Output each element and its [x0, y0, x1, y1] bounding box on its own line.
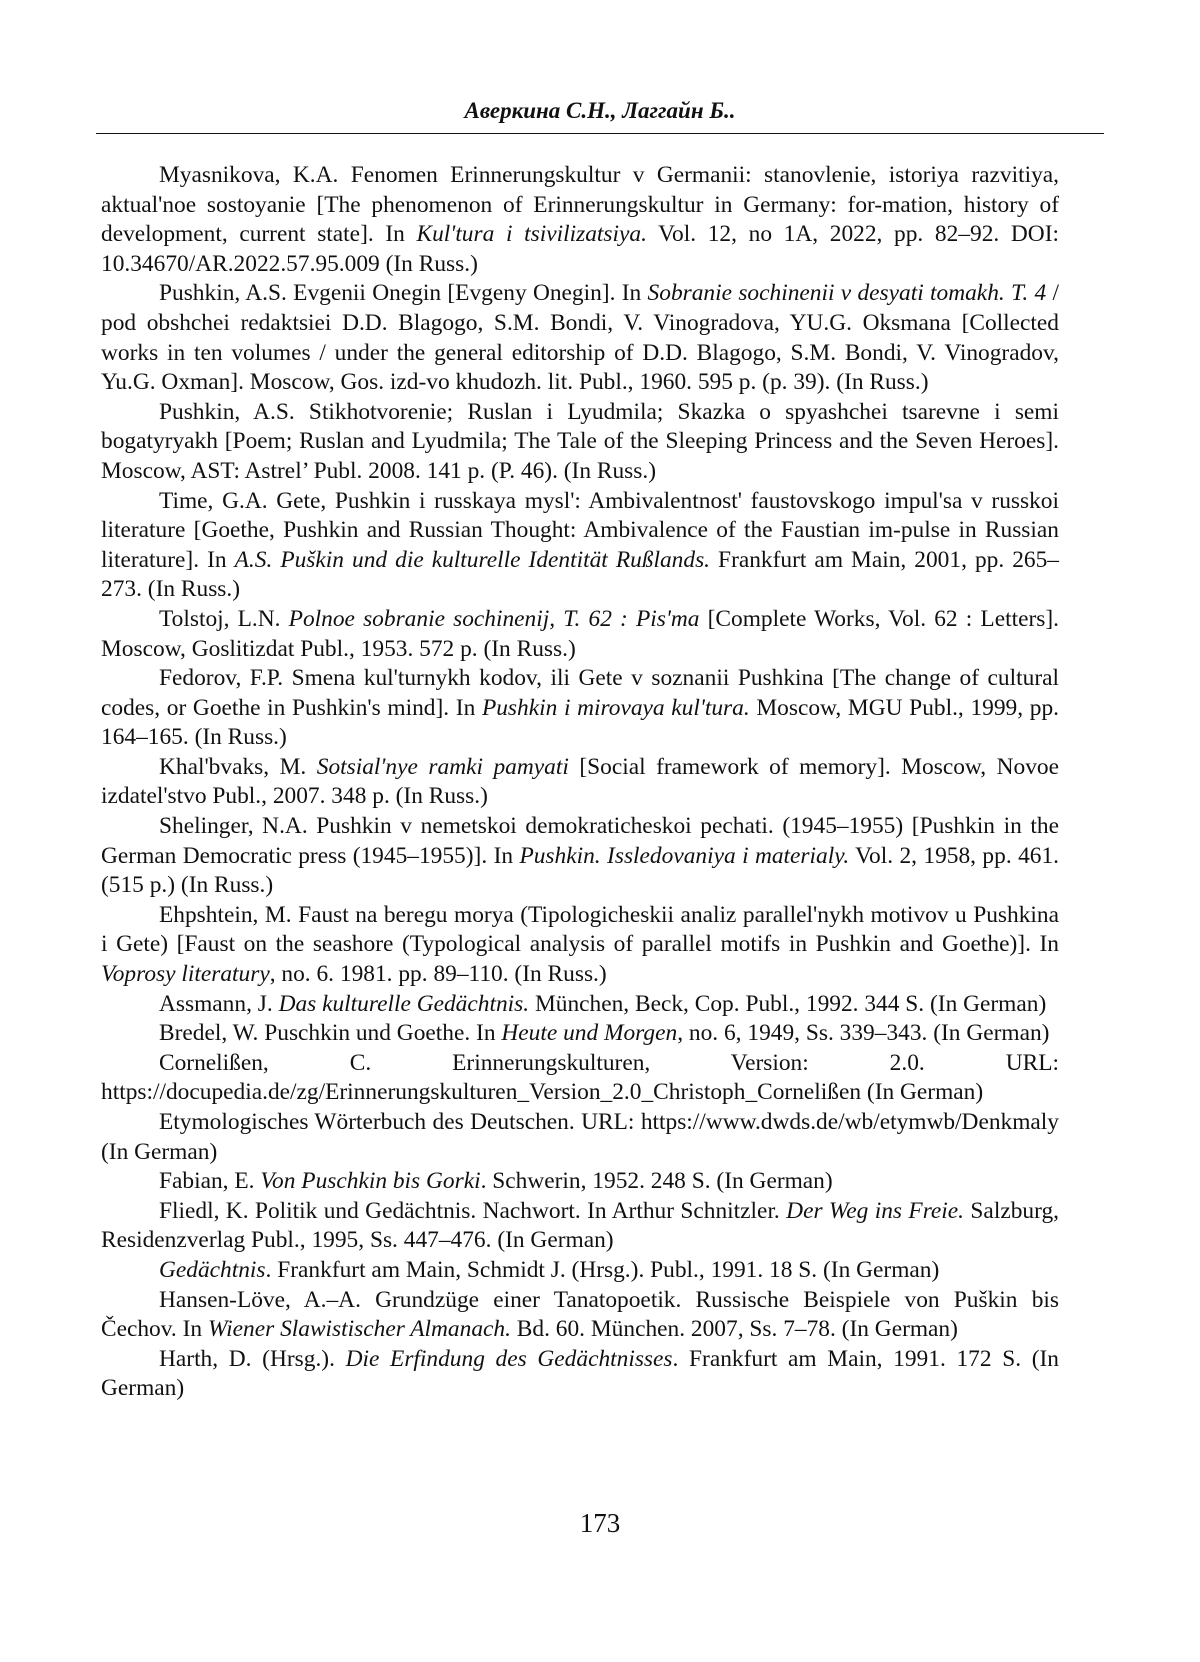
reference-entry: [101, 1049, 1059, 1108]
reference-title-italic: Heute und Morgen: [501, 1020, 678, 1047]
reference-entry: [101, 1345, 1059, 1404]
reference-text: Myasnikova, K.A. Fenomen Erinnerungskultur v Germanii: stanovlenie, istoriya razvitiya, aktual'noe sostoyanie [The phenomenon of Erinnerungskultur in Germany: for-mation, history of development, current state]. In: [101, 162, 1059, 248]
reference-text: Ehpshtein, M. Faust na beregu morya (Tipologicheskii analiz parallel'nykh motivov u Pushkina i Gete) [Faust on the seashore (Typological analysis of parallel motifs in Pushkin and Goethe)]. In: [101, 901, 1059, 958]
reference-entry: [101, 1108, 1059, 1167]
reference-entry: [101, 398, 1059, 487]
reference-text: Bredel, W. Puschkin und Goethe. In: [159, 1020, 502, 1047]
reference-text: Vol. 12, no 1A, 2022, pp. 82–92. DOI: 10.34670/AR.2022.57.95.009 (In Russ.): [101, 221, 1059, 277]
reference-entry: [101, 1197, 1059, 1256]
reference-list: [101, 161, 1059, 1404]
reference-text: Bd. 60. München. 2007, Ss. 7–78. (In German): [510, 1316, 958, 1343]
reference-text: Salzburg, Residenzverlag Publ., 1995, Ss. 447–476. (In German): [101, 1197, 1059, 1254]
reference-entry: [101, 1019, 1059, 1049]
reference-text: Moscow, MGU Publ., 1999, pp. 164–165. (In Russ.): [101, 694, 1059, 751]
page-number: 173: [579, 1508, 621, 1538]
reference-entry: [101, 664, 1059, 753]
reference-text: Khal'bvaks, M.: [159, 753, 317, 780]
reference-title-italic: Das kulturelle Gedächtnis.: [278, 990, 530, 1017]
reference-text: München, Beck, Cop. Publ., 1992. 344 S. (In German): [529, 990, 1047, 1017]
reference-text: Cornelißen, C. Erinnerungskulturen, Version: 2.0. URL: https://docupedia.de/zg/Erinnerungskulturen_Version_2.0_Christoph_Cornelißen (In German): [101, 1049, 1059, 1106]
reference-text: Tolstoj, L.N.: [159, 605, 289, 632]
reference-text: Fabian, E.: [159, 1168, 261, 1195]
reference-text: Etymologisches Wörterbuch des Deutschen. URL: https://www.dwds.de/wb/etymwb/Denkmaly (In German): [101, 1109, 1059, 1165]
reference-title-italic: Der Weg ins Freie.: [786, 1197, 965, 1224]
reference-title-italic: Voprosy literatury: [101, 961, 270, 988]
reference-title-italic: Von Puschkin bis Gorki: [260, 1168, 481, 1195]
reference-text: [Social framework of memory]. Moscow, Novoe izdatel'stvo Publ., 2007. 348 p. (In Russ.): [101, 753, 1059, 810]
reference-title-italic: Pushkin. Issledovaniya i materialy.: [519, 842, 850, 869]
reference-title-italic: Gedächtnis: [159, 1256, 266, 1283]
reference-entry: [101, 753, 1059, 812]
reference-text: Hansen-Löve, A.–A. Grundzüge einer Tanatopoetik. Russische Beispiele von Puškin bis Čechov. In: [101, 1286, 1059, 1343]
reference-entry: [101, 487, 1059, 605]
reference-title-italic: Die Erfindung des Gedächtnisses: [345, 1345, 673, 1372]
reference-text: / pod obshchei redaktsiei D.D. Blagogo, S.M. Bondi, V. Vinogradova, YU.G. Oksmana [Collected works in ten volumes / under the general editorship of D.D. Blagogo, S.M. Bondi, V. Vinogradov, Yu.G. Oxman]. Moscow, Gos. izd-vo khudozh. lit. Publ., 1960. 595 p. (p. 39). (In Russ.): [101, 280, 1059, 396]
reference-title-italic: Sotsial'nye ramki pamyati: [316, 753, 569, 780]
reference-title-italic: Sobranie sochinenii v desyati tomakh. T. 4: [647, 280, 1047, 307]
reference-text: , no. 6, 1949, Ss. 339–343. (In German): [677, 1020, 1050, 1047]
reference-entry: [101, 1167, 1059, 1197]
reference-text: . Schwerin, 1952. 248 S. (In German): [480, 1168, 833, 1195]
reference-text: Fedorov, F.P. Smena kul'turnykh kodov, ili Gete v soznanii Pushkina [The change of cultural codes, or Goethe in Pushkin's mind]. In: [101, 665, 1059, 721]
reference-text: Fliedl, K. Politik und Gedächtnis. Nachwort. In Arthur Schnitzler.: [159, 1197, 787, 1224]
reference-entry: [101, 901, 1059, 990]
reference-entry: [101, 812, 1059, 901]
reference-text: [Complete Works, Vol. 62 : Letters]. Moscow, Goslitizdat Publ., 1953. 572 p. (In Russ.): [101, 605, 1060, 662]
reference-entry: [101, 605, 1059, 664]
reference-title-italic: Polnoe sobranie sochinenij, T. 62 : Pis'ma: [288, 605, 700, 632]
reference-text: . Frankfurt am Main, Schmidt J. (Hrsg.). Publ., 1991. 18 S. (In German): [265, 1256, 940, 1283]
reference-title-italic: A.S. Puškin und die kulturelle Identität Rußlands.: [234, 546, 711, 573]
reference-text: Pushkin, A.S. Evgenii Onegin [Evgeny Onegin]. In: [159, 280, 648, 307]
reference-text: Vol. 2, 1958, pp. 461. (515 p.) (In Russ.): [101, 842, 1060, 899]
reference-text: Harth, D. (Hrsg.).: [159, 1345, 346, 1372]
reference-title-italic: Pushkin i mirovaya kul'tura.: [481, 694, 750, 721]
reference-title-italic: Kul'tura i tsivilizatsiya.: [416, 221, 647, 248]
reference-text: . Frankfurt am Main, 1991. 172 S. (In German): [101, 1345, 1060, 1402]
reference-text: Pushkin, A.S. Stikhotvorenie; Ruslan i Lyudmila; Skazka o spyashchei tsarevne i semi bogatyryakh [Poem; Ruslan and Lyudmila; The Tale of the Sleeping Princess and the Seven Heroes]. Moscow, AST: Astrel’ Publ. 2008. 141 p. (P. 46). (In Russ.): [101, 398, 1059, 484]
header-rule: [96, 133, 1104, 134]
reference-title-italic: Wiener Slawistischer Almanach.: [207, 1316, 511, 1343]
reference-text: Time, G.A. Gete, Pushkin i russkaya mysl': Ambivalentnost' faustovskogo impul'sa v russkoi literature [Goethe, Pushkin and Russian Thought: Ambivalence of the Faustian im-pulse in Russian literature]. In: [101, 487, 1059, 573]
reference-text: Frankfurt am Main, 2001, pp. 265–273. (In Russ.): [101, 546, 1060, 603]
reference-entry: [101, 990, 1059, 1020]
reference-text: Shelinger, N.A. Pushkin v nemetskoi demokraticheskoi pechati. (1945–1955) [Pushkin in the German Democratic press (1945–1955)]. In: [101, 813, 1059, 869]
reference-text: Assmann, J.: [159, 990, 279, 1017]
reference-entry: [101, 279, 1059, 397]
reference-entry: [101, 1256, 1059, 1286]
running-header: Аверкина С.Н., Лаггайн Б..: [464, 98, 736, 123]
reference-entry: [101, 1286, 1059, 1345]
reference-text: , no. 6. 1981. pp. 89–110. (In Russ.): [269, 961, 607, 988]
reference-entry: [101, 161, 1059, 279]
